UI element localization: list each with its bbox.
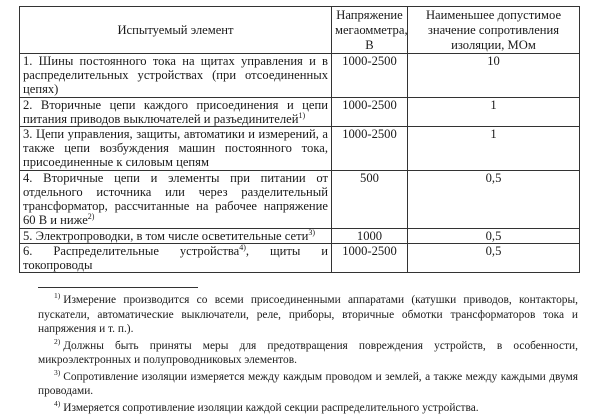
table-row xyxy=(20,54,580,98)
row-resistance: 0,5 xyxy=(408,244,580,273)
row-resistance: 0,5 xyxy=(408,229,580,244)
footnote-mark: 1) xyxy=(54,291,61,301)
footnote-mark: 4) xyxy=(54,398,61,408)
table-row xyxy=(20,244,580,273)
row-item: 5. Электропроводки, в том числе осветительные сети$^{3)}$ xyxy=(20,229,332,244)
footnote xyxy=(38,293,578,337)
footnotes xyxy=(38,293,578,417)
footnote xyxy=(38,336,578,368)
table-header-row xyxy=(20,7,580,54)
footnote-text: Должны быть приняты меры для предотвращения повреждения устройств, в особенности, микроэлектронных и полупроводниковых элементов. xyxy=(38,339,578,366)
header-megohmmeter-voltage: Напряжение мегаомметра, В xyxy=(332,7,408,54)
row-item: 6. Распределительные устройства$^{4)}$, щиты и токопроводы xyxy=(20,244,332,273)
insulation-resistance-table xyxy=(19,6,580,273)
row-item: 3. Цепи управления, защиты, автоматики и измерений, а также цепи возбуждения машин постоянного тока, присоединенные к силовым цепям xyxy=(20,127,332,171)
footnote-mark: 2) xyxy=(54,336,61,346)
row-item: 1. Шины постоянного тока на щитах управления и в распределительных устройствах (при отсоединенных цепях) xyxy=(20,54,332,98)
row-item: 2. Вторичные цепи каждого присоединения и цепи питания приводов выключателей и разъединителей$^{1)}$ xyxy=(20,98,332,127)
table-row xyxy=(20,229,580,244)
header-min-resistance: Наименьшее допустимое значение сопротивления изоляции, МОм xyxy=(408,7,580,54)
table-row xyxy=(20,127,580,171)
row-resistance: 10 xyxy=(408,54,580,98)
row-voltage: 500 xyxy=(332,171,408,229)
footnote-text: Измерение производится со всеми присоединенными аппаратами (катушки приводов, контакторы, пускатели, автоматические выключатели, реле, приборы, вторичные обмотки трансформаторов тока и напряжения и т. п.). xyxy=(38,294,578,335)
table-row xyxy=(20,171,580,229)
footnote-separator xyxy=(38,287,198,288)
row-voltage: 1000 xyxy=(332,229,408,244)
footnote-mark: 3) xyxy=(54,367,61,377)
row-voltage: 1000-2500 xyxy=(332,127,408,171)
row-voltage: 1000-2500 xyxy=(332,244,408,273)
footnote-ref: 1) xyxy=(298,110,306,120)
footnote xyxy=(38,398,578,416)
header-tested-element: Испытуемый элемент xyxy=(20,7,332,54)
row-item: 4. Вторичные цепи и элементы при питании от отдельного источника или через разделительный трансформатор, рассчитанные на рабочее напряжение 60 В и ниже$^{2)}$ xyxy=(20,171,332,229)
footnote-text: Измеряется сопротивление изоляции каждой секции распределительного устройства. xyxy=(63,401,479,414)
footnote-ref: 3) xyxy=(308,227,316,237)
footnote-ref: 2) xyxy=(87,211,95,221)
footnote-ref: 4) xyxy=(239,242,246,252)
footnote xyxy=(38,367,578,399)
row-resistance: 0,5 xyxy=(408,171,580,229)
row-voltage: 1000-2500 xyxy=(332,54,408,98)
footnote-text: Сопротивление изоляции измеряется между каждым проводом и землей, а также между каждыми двумя проводами. xyxy=(38,370,578,397)
row-resistance: 1 xyxy=(408,127,580,171)
row-voltage: 1000-2500 xyxy=(332,98,408,127)
table-row xyxy=(20,98,580,127)
row-resistance: 1 xyxy=(408,98,580,127)
